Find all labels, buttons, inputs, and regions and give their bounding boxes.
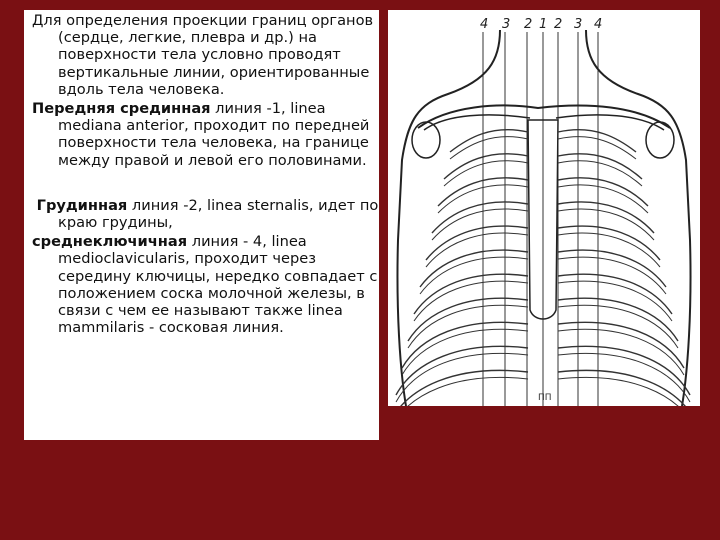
- line-numbers: [480, 17, 602, 32]
- body-outline: [397, 30, 690, 406]
- rib-left: [558, 154, 642, 179]
- rib-right-edge: [408, 305, 528, 348]
- sternal-line-paragraph: [28, 197, 379, 231]
- clavicle-line: [418, 105, 670, 128]
- line-number-3-left: 3: [574, 17, 583, 32]
- line-number-1: 1: [539, 17, 548, 32]
- rib-left-edge: [558, 305, 678, 348]
- line-number-2-left: 2: [554, 17, 563, 32]
- rib-left-edge: [558, 377, 696, 406]
- median-line-text: линия -1, linea mediana anterior, проходит по передней поверхности тела человека, на границе между правой и левой его половинами.: [58, 100, 370, 169]
- midclavicular-line-text: линия - 4, linea medioclavicularis, проходит через середину ключицы, нередко совпадает с положением соска молочной железы, в связи с чем ее называют также linea mammilaris - сосковая линия.: [58, 233, 378, 337]
- sternal-line-term: Грудинная: [36, 196, 128, 214]
- rib-right: [450, 130, 528, 152]
- line-number-2-right: 2: [524, 17, 533, 32]
- rib-right-edge: [444, 161, 528, 186]
- line-number-4-left: 4: [594, 17, 603, 32]
- rib-right-edge: [420, 257, 528, 294]
- thorax-figure: [388, 10, 700, 406]
- text-panel: [24, 10, 379, 440]
- rib-left: [558, 298, 678, 341]
- midclavicular-line-paragraph: [28, 233, 379, 336]
- thorax-illustration: [388, 10, 700, 406]
- line-number-3-right: 3: [502, 17, 511, 32]
- right-humeral-head: [412, 122, 440, 158]
- rib-left-edge: [558, 185, 648, 213]
- sternal-line-text: линия -2, linea sternalis, идет по краю грудины,: [58, 196, 379, 232]
- rib-right: [408, 298, 528, 341]
- rib-right-edge: [390, 377, 528, 406]
- intro-paragraph: Для определения проекции границ органов (сердце, легкие, плевра и др.) на поверхности тела условно проводят вертикальные линии, ориентированные вдоль тела человека.: [32, 12, 374, 98]
- median-line-term: Передняя срединная: [32, 100, 211, 118]
- line-number-4-right: 4: [480, 17, 489, 32]
- rib-right: [444, 154, 528, 179]
- vertical-projection-lines: [483, 32, 598, 406]
- median-line-paragraph: [28, 100, 379, 169]
- rib-left-edge: [558, 257, 666, 294]
- left-body-contour: [586, 30, 691, 406]
- midclavicular-line-term: среднеключичная: [32, 233, 188, 251]
- rib-left: [558, 130, 636, 152]
- rib-left-edge: [558, 161, 642, 186]
- figure-mark: ПП: [538, 393, 552, 403]
